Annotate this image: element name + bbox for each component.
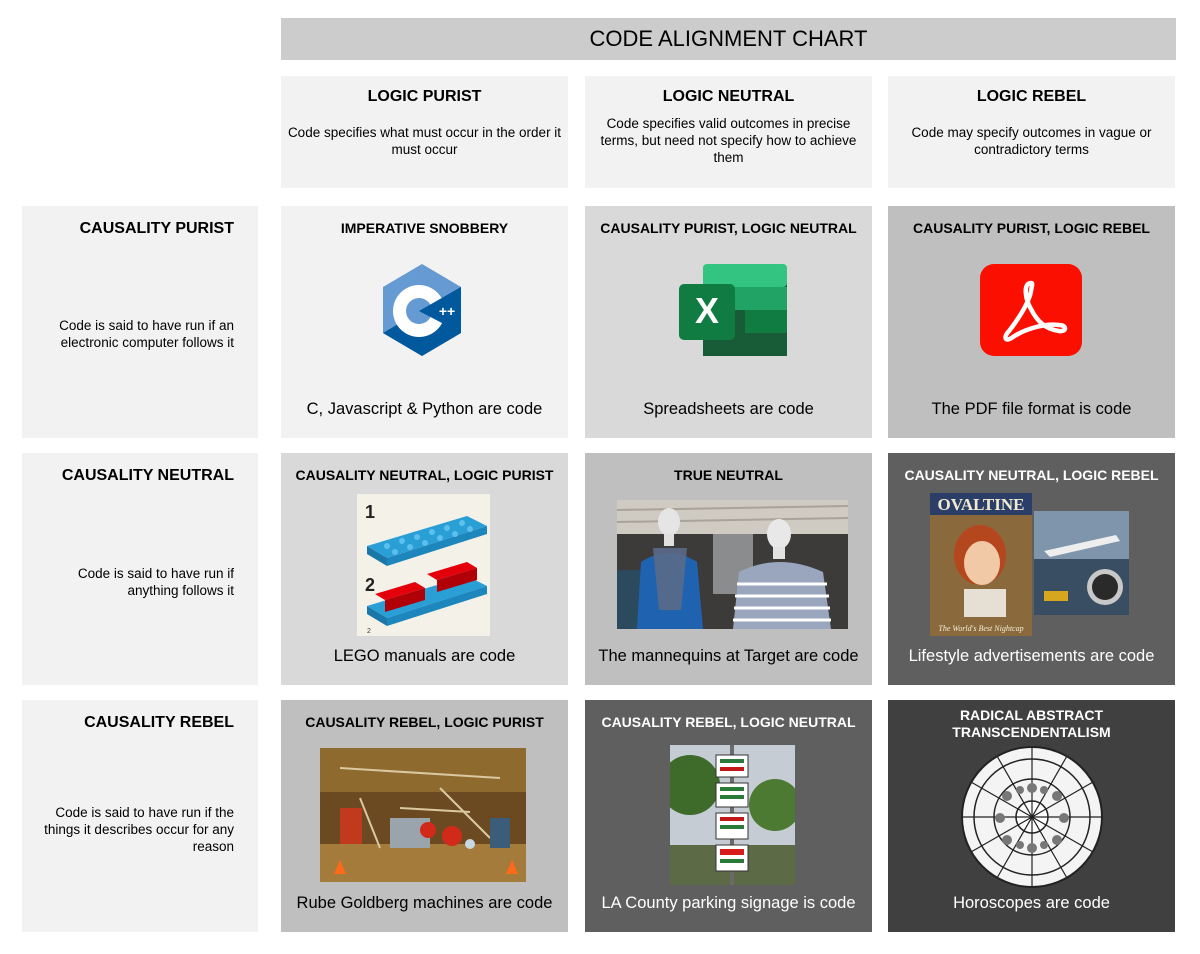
lego-step-number: 1 [365, 502, 376, 522]
cell-title: RADICAL ABSTRACT TRANSCENDENTALISM [952, 707, 1111, 740]
cell-title: TRUE NEUTRAL [674, 467, 783, 483]
row-description: Code is said to have run if the things it describes occur for any reason [44, 805, 234, 854]
cell-causality-neutral-logic-purist [281, 453, 568, 685]
cell-causality-rebel-logic-neutral [585, 700, 872, 932]
cell-causality-neutral-logic-rebel [888, 453, 1175, 685]
column-label: LOGIC NEUTRAL [662, 88, 795, 105]
row-label: CAUSALITY REBEL [84, 714, 234, 731]
row-description: Code is said to have run if anything follows it [77, 566, 234, 598]
cell-caption: C, Javascript & Python are code [306, 400, 543, 418]
cell-true-neutral [585, 453, 872, 685]
excel-logo-icon [677, 262, 789, 358]
cell-caption: Rube Goldberg machines are code [296, 894, 553, 912]
svg-text:X: X [694, 290, 720, 331]
cell-caption: The PDF file format is code [931, 400, 1132, 418]
column-description: Code may specify outcomes in vague or contradictory terms [911, 125, 1152, 157]
cell-title: CAUSALITY PURIST, LOGIC REBEL [913, 220, 1150, 236]
cell-caption: LEGO manuals are code [333, 647, 516, 665]
column-header-logic-rebel [888, 76, 1175, 188]
cell-title: CAUSALITY REBEL, LOGIC NEUTRAL [601, 714, 856, 730]
advertisements-icon [930, 493, 1129, 636]
ad-brand: OVALTINE [937, 495, 1025, 514]
cell-causality-purist-logic-rebel [888, 206, 1175, 438]
ad-tagline: The World's Best Nightcap [938, 624, 1024, 633]
cell-caption: Horoscopes are code [953, 894, 1110, 912]
zodiac-wheel-icon [960, 746, 1104, 888]
cell-title: IMPERATIVE SNOBBERY [340, 220, 509, 236]
parking-signs-photo-icon [670, 745, 795, 885]
cell-title: CAUSALITY NEUTRAL, LOGIC REBEL [904, 467, 1159, 483]
cell-causality-rebel-logic-purist [281, 700, 568, 932]
column-header-logic-purist [281, 76, 568, 188]
row-header-causality-purist [22, 206, 258, 438]
cell-caption: Lifestyle advertisements are code [908, 647, 1155, 665]
cplusplus-logo-icon [381, 262, 463, 358]
cell-imperative-snobbery [281, 206, 568, 438]
cell-causality-purist-logic-neutral [585, 206, 872, 438]
cell-caption: The mannequins at Target are code [598, 647, 859, 665]
cell-caption: Spreadsheets are code [643, 400, 814, 418]
column-label: LOGIC PURIST [367, 88, 482, 105]
cell-title: CAUSALITY REBEL, LOGIC PURIST [305, 714, 544, 730]
row-label: CAUSALITY PURIST [79, 220, 234, 237]
svg-text:2: 2 [367, 628, 371, 635]
lego-manual-icon [357, 494, 490, 636]
chart-title: CODE ALIGNMENT CHART [281, 18, 1176, 60]
row-description: Code is said to have run if an electronic computer follows it [59, 318, 234, 350]
mannequins-photo-icon [617, 500, 848, 629]
row-label: CAUSALITY NEUTRAL [61, 467, 234, 484]
column-header-logic-neutral [585, 76, 872, 188]
svg-text:++: ++ [438, 303, 456, 319]
column-description: Code specifies what must occur in the order it must occur [287, 125, 562, 157]
row-header-causality-neutral [22, 453, 258, 685]
cell-radical-abstract-transcendentalism [888, 700, 1175, 932]
acrobat-pdf-logo-icon [979, 263, 1083, 357]
cell-title: CAUSALITY PURIST, LOGIC NEUTRAL [600, 220, 857, 236]
column-label: LOGIC REBEL [976, 88, 1087, 105]
rube-goldberg-photo-icon [320, 748, 526, 882]
column-description: Code specifies valid outcomes in precise terms, but need not specify how to achieve them [600, 116, 857, 165]
cell-caption: LA County parking signage is code [601, 894, 856, 912]
row-header-causality-rebel [22, 700, 258, 932]
lego-step-number: 2 [365, 575, 376, 595]
cell-title: CAUSALITY NEUTRAL, LOGIC PURIST [295, 467, 554, 483]
